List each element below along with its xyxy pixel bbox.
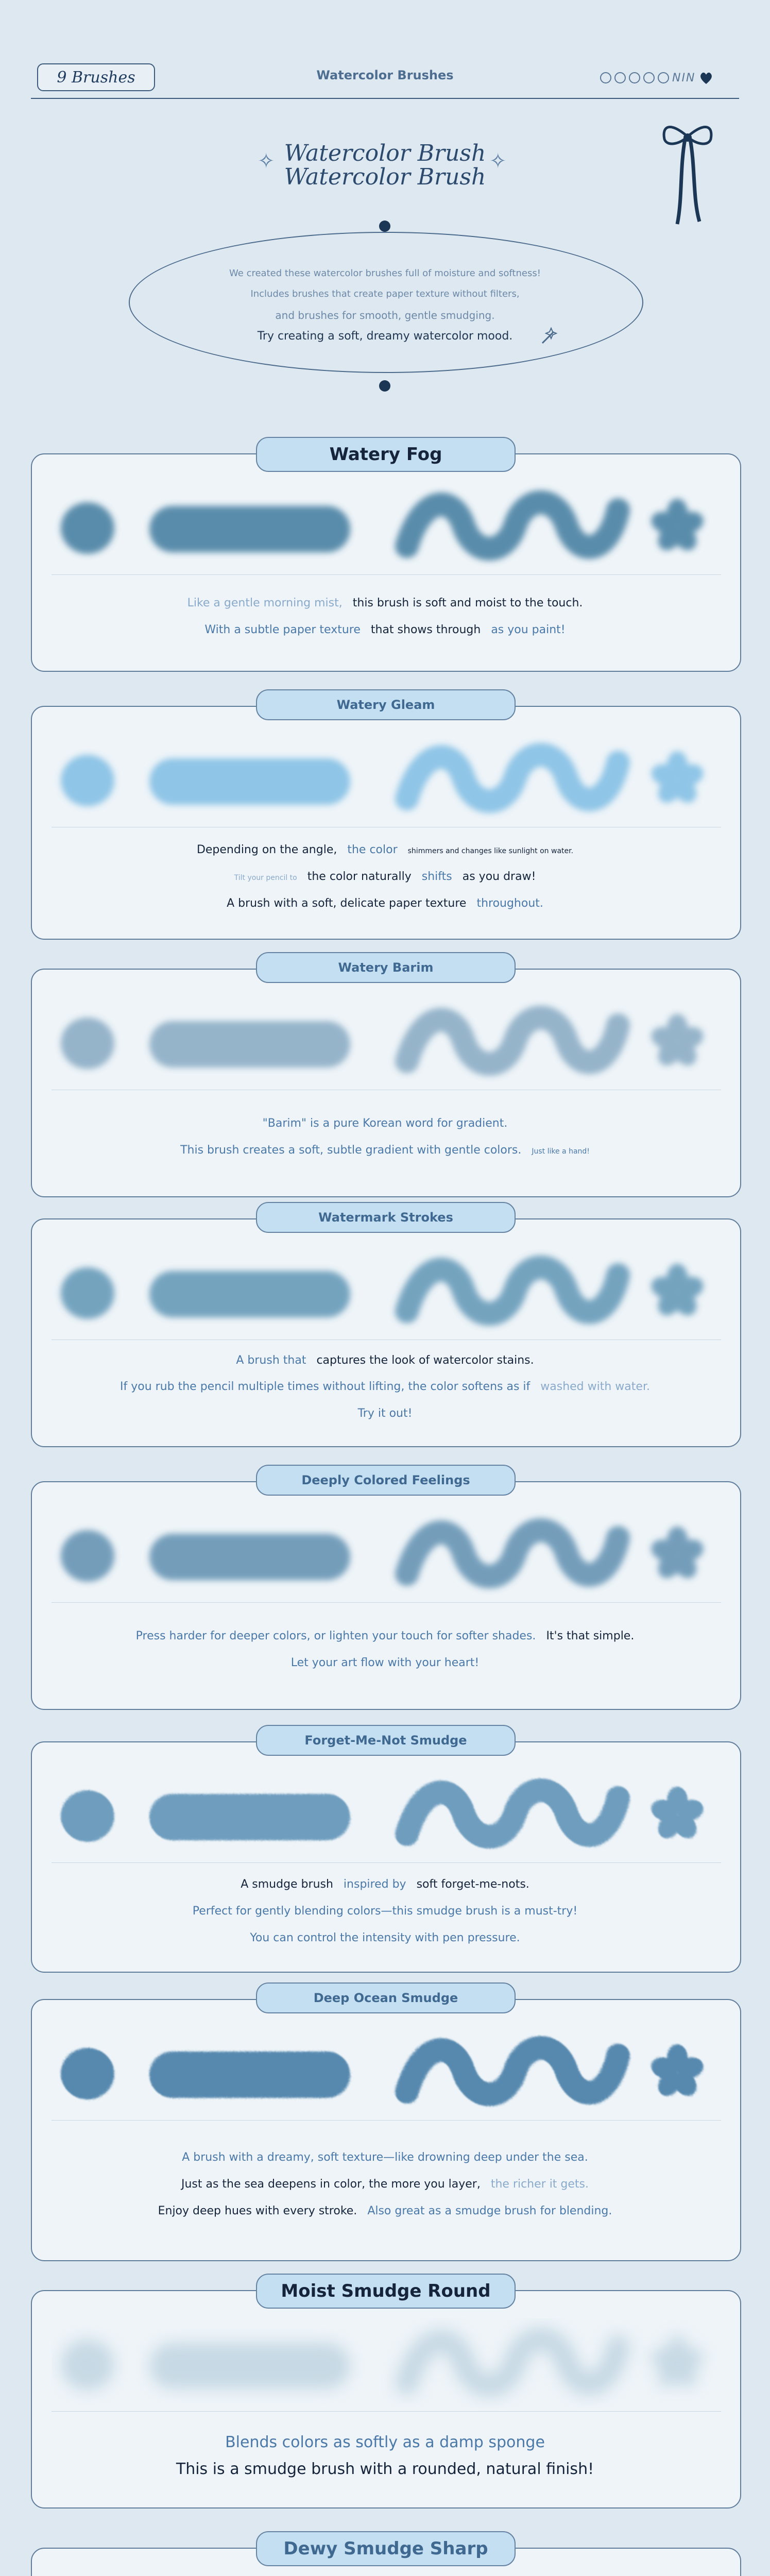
wave-sample	[407, 502, 618, 549]
flower-sample	[648, 1014, 706, 1070]
stroke-sample	[149, 1534, 350, 1580]
description-segment: shifts	[421, 870, 452, 883]
brush-name: Watery Fog	[256, 437, 516, 472]
brand-name: NIN	[672, 71, 696, 84]
dab-sample	[61, 1267, 114, 1319]
stroke-sample	[149, 758, 350, 805]
description-segment: that shows through	[370, 623, 481, 636]
description-segment: inspired by	[343, 1877, 406, 1891]
description-segment: Try it out!	[357, 1406, 413, 1420]
description-segment: If you rub the pencil multiple times without lifting, the color softens as if	[120, 1380, 531, 1394]
knot-icon	[379, 221, 390, 232]
flower-sample	[648, 751, 706, 807]
brush-description-line	[0, 897, 770, 910]
brush-name: Deep Ocean Smudge	[256, 1982, 516, 2013]
header-divider	[31, 98, 739, 99]
description-segment: A brush with a dreamy, soft texture—like drowning deep under the sea.	[182, 2150, 588, 2164]
description-segment: Let your art flow with your heart!	[290, 1656, 480, 1669]
pencil-sparkle-icon	[538, 326, 559, 346]
brush-description-line	[0, 597, 770, 609]
brush-stroke-samples	[52, 2311, 721, 2414]
brush-description-line	[0, 1354, 770, 1367]
description-segment: A smudge brush	[241, 1877, 333, 1891]
intro-line: Includes brushes that create paper texture without filters,	[250, 289, 520, 299]
stroke-sample	[149, 1021, 350, 1067]
brush-description-line	[0, 1905, 770, 1918]
description-segment: this brush is soft and moist to the touch.	[352, 597, 583, 609]
dot-icon	[629, 72, 640, 83]
brush-stroke-samples	[52, 1502, 721, 1605]
brand-mark	[600, 70, 739, 86]
brush-name: Watermark Strokes	[256, 1202, 516, 1233]
brush-stroke-samples	[52, 1762, 721, 1865]
card-divider	[52, 2120, 721, 2121]
sparkle-icon: ✧	[258, 149, 275, 173]
dot-icon	[600, 72, 611, 83]
brush-description-line	[0, 1931, 770, 1944]
card-divider	[52, 1862, 721, 1863]
brush-stroke-samples	[52, 989, 721, 1092]
description-segment: Just like a hand!	[532, 1147, 590, 1156]
description-segment: soft forget-me-nots.	[416, 1877, 529, 1891]
brush-name: Deeply Colored Feelings	[256, 1465, 516, 1496]
description-segment: throughout.	[476, 897, 543, 910]
wave-sample	[407, 2339, 618, 2385]
brush-description-line	[0, 2178, 770, 2191]
dab-sample	[61, 1790, 114, 1842]
card-divider	[52, 574, 721, 575]
description-segment: This is a smudge brush with a rounded, natural finish!	[176, 2460, 594, 2478]
description-segment: the color naturally	[307, 870, 412, 883]
brush-name: Dewy Smudge Sharp	[256, 2531, 516, 2566]
brush-description-line	[0, 870, 770, 883]
description-segment: With a subtle paper texture	[204, 623, 361, 636]
brush-description-line	[0, 623, 770, 636]
flower-sample	[648, 2044, 706, 2100]
wave-sample	[407, 1790, 618, 1837]
description-segment: A brush that	[236, 1353, 306, 1367]
description-segment: "Barim" is a pure Korean word for gradient.	[262, 1117, 508, 1130]
page-title: Watercolor Brushes	[316, 68, 454, 82]
description-segment: Perfect for gently blending colors—this smudge brush is a must-try!	[192, 1904, 578, 1918]
intro-title: Watercolor Brush Watercolor Brush	[284, 140, 486, 190]
dab-sample	[61, 502, 114, 554]
dot-icon	[643, 72, 655, 83]
intro-line: Try creating a soft, dreamy watercolor mood.	[257, 330, 513, 343]
description-segment: Blends colors as softly as a damp sponge	[225, 2433, 545, 2451]
dot-icon	[614, 72, 626, 83]
stroke-sample	[149, 2343, 350, 2389]
intro-frame	[129, 232, 643, 373]
description-segment: washed with water.	[540, 1380, 650, 1394]
dot-icon	[658, 72, 669, 83]
description-segment: Also great as a smudge brush for blending.	[367, 2204, 612, 2217]
brush-description-line	[0, 1878, 770, 1891]
dab-sample	[61, 1530, 114, 1582]
card-divider	[52, 2411, 721, 2412]
dab-sample	[61, 755, 114, 806]
brush-stroke-samples	[52, 474, 721, 577]
description-segment: A brush with a soft, delicate paper texture	[227, 897, 467, 910]
wave-sample	[407, 1530, 618, 1577]
description-segment: as you draw!	[462, 870, 536, 883]
flower-sample	[648, 1787, 706, 1843]
brush-description-line	[0, 1630, 770, 1642]
sparkle-icon: ✧	[489, 149, 507, 173]
dab-sample	[61, 2048, 114, 2099]
dab-sample	[61, 2339, 114, 2391]
brush-description-line	[0, 2151, 770, 2164]
wave-sample	[407, 755, 618, 801]
brush-description-line	[0, 2460, 770, 2478]
description-segment: captures the look of watercolor stains.	[316, 1353, 534, 1367]
brush-name: Forget-Me-Not Smudge	[256, 1725, 516, 1756]
dab-sample	[61, 1018, 114, 1069]
ribbon-bow-icon	[659, 116, 716, 229]
description-segment: Press harder for deeper colors, or lighten your touch for softer shades.	[135, 1630, 536, 1642]
flower-sample	[648, 2335, 706, 2392]
flower-sample	[648, 1527, 706, 1583]
description-segment: the color	[347, 843, 398, 856]
brush-description-line	[0, 1407, 770, 1420]
description-segment: Enjoy deep hues with every stroke.	[158, 2204, 357, 2217]
brush-stroke-samples	[52, 726, 721, 829]
description-segment: Depending on the angle,	[196, 843, 337, 856]
brush-name: Watery Gleam	[256, 689, 516, 720]
brush-description-line	[0, 1144, 770, 1157]
wave-sample	[407, 1018, 618, 1064]
brush-description-line	[0, 1380, 770, 1393]
brush-stroke-samples	[52, 2020, 721, 2123]
stroke-sample	[149, 506, 350, 552]
description-segment: Like a gentle morning mist,	[187, 597, 343, 609]
description-segment: the richer it gets.	[490, 2177, 589, 2191]
brush-stroke-samples	[52, 2568, 721, 2576]
brush-count-badge: 9 Brushes	[37, 63, 155, 91]
brush-name: Watery Barim	[256, 952, 516, 983]
wave-sample	[407, 2048, 618, 2094]
description-segment: Just as the sea deepens in color, the more you layer,	[181, 2177, 481, 2191]
brush-description-line	[0, 1117, 770, 1130]
brush-description-line	[0, 1656, 770, 1669]
knot-icon	[379, 380, 390, 392]
brush-description-line	[0, 843, 770, 856]
stroke-sample	[149, 1271, 350, 1317]
description-segment: This brush creates a soft, subtle gradient with gentle colors.	[180, 1144, 522, 1157]
heart-icon	[698, 70, 714, 86]
wave-sample	[407, 1267, 618, 1314]
card-divider	[52, 1602, 721, 1603]
stroke-sample	[149, 1794, 350, 1840]
flower-sample	[648, 499, 706, 555]
brush-stroke-samples	[52, 1239, 721, 1342]
intro-line: We created these watercolor brushes full of moisture and softness!	[229, 268, 541, 279]
brush-description-line	[0, 2433, 770, 2451]
description-segment: You can control the intensity with pen pressure.	[250, 1931, 520, 1944]
flower-sample	[648, 1264, 706, 1320]
brush-name: Moist Smudge Round	[256, 2274, 516, 2309]
brush-description-line	[0, 2205, 770, 2217]
description-segment: as you paint!	[491, 623, 566, 636]
description-segment: It's that simple.	[546, 1630, 635, 1642]
description-segment: Tilt your pencil to	[234, 874, 297, 882]
intro-line: and brushes for smooth, gentle smudging.	[275, 309, 495, 321]
description-segment: shimmers and changes like sunlight on water.	[407, 847, 574, 855]
stroke-sample	[149, 2052, 350, 2098]
